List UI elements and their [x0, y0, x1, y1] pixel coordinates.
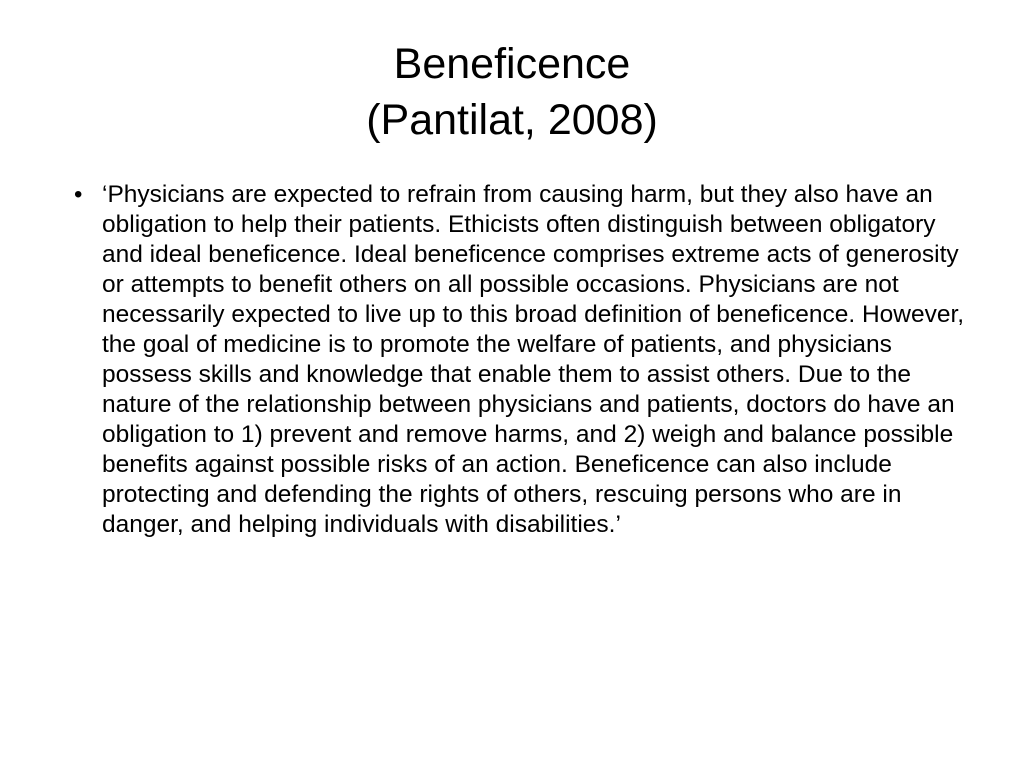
bullet-text: ‘Physicians are expected to refrain from causing harm, but they also have an obligation to help their patients. Ethicists often distinguish between obligatory and ideal beneficence. Ideal beneficence comprises extreme acts of generosity or attempts to benefit others on all possible occasions. Physicians are not necessarily expected to live up to this broad definition of beneficence. However, the goal of medicine is to promote the welfare of patients, and physicians possess skills and knowledge that enable them to assist others. Due to the nature of the relationship between physicians and patients, doctors do have an obligation to 1) prevent and remove harms, and 2) weigh and balance possible benefits against possible risks of an action. Beneficence can also include protecting and defending the rights of others, rescuing persons who are in danger, and helping individuals with disabilities.’ — [102, 181, 965, 538]
slide-title — [100, 36, 924, 148]
bullet-item — [56, 180, 976, 540]
bullet-icon: • — [74, 181, 83, 208]
bullet-list — [56, 180, 976, 540]
title-line-main: Beneficence — [393, 40, 631, 88]
title-line-citation: (Pantilat, 2008) — [366, 96, 658, 144]
slide-body — [56, 180, 976, 540]
